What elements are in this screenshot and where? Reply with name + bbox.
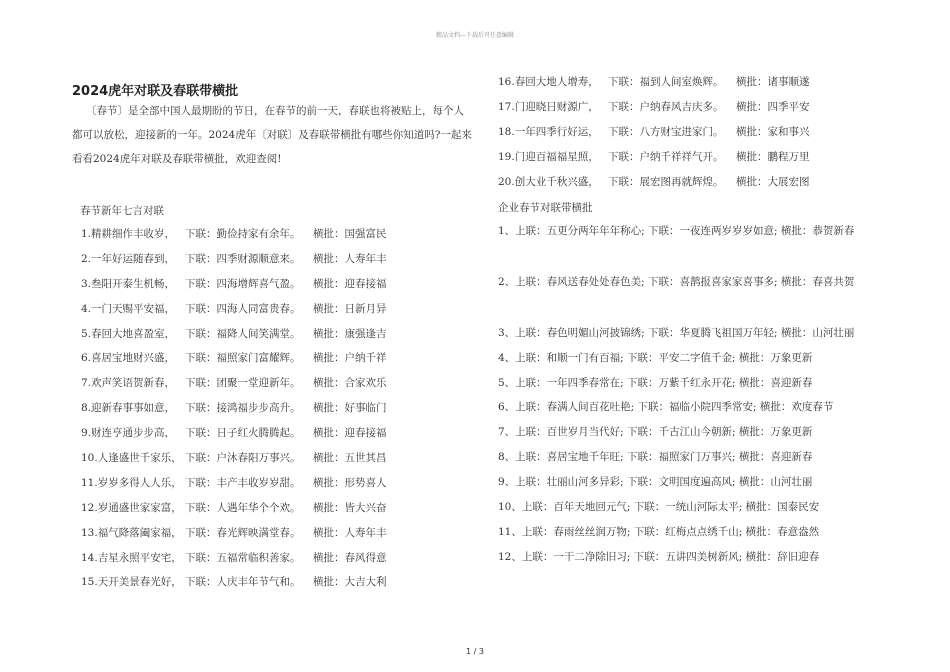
lower-line: 下联：人遇年华个个欢。	[185, 501, 301, 514]
couplet-line	[81, 222, 387, 247]
lower-line: 下联：展宏图再就辉煌。	[608, 175, 724, 188]
upper-line: 16.春回大地人增寿，	[498, 76, 599, 88]
corporate-couplet-item: 3、上联：春色明媚山河披锦绣; 下联：华夏腾飞祖国万年轻; 横批：山河壮丽	[498, 326, 855, 339]
lower-line: 下联：八方财宝进家门。	[608, 125, 724, 138]
couplet-line	[81, 396, 387, 421]
couplet-line	[81, 446, 387, 471]
document-title: 2024虎年对联及春联带横批	[72, 84, 239, 99]
couplet-line	[498, 145, 810, 170]
couplet-line	[498, 120, 810, 145]
upper-line: 9.财连亨通步步高，	[81, 427, 176, 440]
lower-line: 下联：团聚一堂迎新年。	[185, 377, 301, 390]
upper-line: 3.叁阳开泰生机畅，	[81, 277, 176, 290]
banner-text: 横批：家和事兴	[736, 125, 810, 138]
lower-line: 下联：四海人同富贵春。	[185, 302, 301, 315]
corporate-couplet-item: 1、上联：五更分两年年年称心; 下联：一夜连两岁岁岁如意; 横批：恭贺新春	[498, 225, 855, 237]
banner-text: 横批：形势喜人	[313, 476, 387, 489]
upper-line: 19.门迎百福福星照，	[498, 150, 599, 163]
lower-line: 下联：五福常临积善家。	[185, 551, 301, 564]
upper-line: 10.人逢盛世千家乐，	[81, 452, 182, 465]
lower-line: 下联：丰产丰收岁岁甜。	[185, 476, 301, 489]
banner-text: 横批：五世其昌	[313, 452, 387, 465]
banner-text: 横批：好事临门	[313, 402, 387, 415]
couplet-line	[81, 346, 387, 371]
banner-text: 横批：迎春接福	[313, 427, 387, 440]
left-verse-list	[81, 222, 387, 595]
banner-text: 横批：大吉大利	[313, 576, 387, 589]
upper-line: 12.岁通盛世家家富，	[81, 501, 182, 514]
upper-line: 6.喜居宝地财兴盛，	[81, 352, 176, 365]
lower-line: 下联：勤俭持家有余年。	[185, 228, 301, 240]
lower-line: 下联：人庆丰年节气和。	[185, 576, 301, 589]
banner-text: 横批：国强富民	[313, 228, 387, 240]
upper-line: 18.一年四季行好运，	[498, 125, 599, 138]
couplet-line	[81, 496, 387, 521]
banner-text: 横批：诸事顺遂	[736, 76, 810, 88]
upper-line: 4.一门天赐平安福，	[81, 302, 176, 315]
lower-line: 下联：户纳春风吉庆多。	[608, 100, 724, 113]
corporate-couplet-item: 5、上联：一年四季春常在; 下联：万紫千红永开花; 横批：喜迎新春	[498, 376, 813, 389]
couplet-line	[81, 546, 387, 571]
banner-text: 横批：合家欢乐	[313, 377, 387, 390]
upper-line: 13.福气降落阖家福，	[81, 526, 182, 539]
corporate-couplet-item: 11、上联：春雨丝丝润万物; 下联：红梅点点绣千山; 横批：春意盎然	[498, 525, 820, 538]
couplet-line	[81, 421, 387, 446]
lower-line: 下联：日子红火腾腾起。	[185, 427, 301, 440]
corporate-couplet-item: 6、上联：春满人间百花吐艳; 下联：福临小院四季常安; 横批：欢度春节	[498, 401, 834, 414]
couplet-line	[81, 322, 387, 347]
couplet-line	[498, 170, 810, 195]
section-heading-seven-character: 春节新年七言对联	[80, 205, 164, 217]
banner-text: 横批：大展宏图	[736, 175, 810, 188]
upper-line: 1.精耕细作丰收岁，	[81, 228, 176, 240]
right-verse-list	[498, 70, 810, 194]
couplet-line	[81, 297, 387, 322]
upper-line: 7.欢声笑语贺新春，	[81, 377, 176, 390]
banner-text: 横批：春风得意	[313, 551, 387, 564]
lower-line: 下联：福降人间笑满堂。	[185, 327, 301, 340]
banner-text: 横批：迎春接福	[313, 277, 387, 290]
banner-text: 横批：人寿年丰	[313, 526, 387, 539]
banner-text: 横批：户纳千祥	[313, 352, 387, 365]
couplet-line	[498, 95, 810, 120]
corporate-couplet-item: 9、上联：壮丽山河多异彩; 下联：文明国度遍高风; 横批：山河壮丽	[498, 476, 813, 489]
lower-line: 下联：四季财源顺意来。	[185, 252, 301, 265]
lower-line: 下联：户沐春阳万事兴。	[185, 452, 301, 465]
upper-line: 15.天开美景春光好，	[81, 576, 182, 589]
corporate-couplet-item: 4、上联：和顺一门有百福; 下联：平安二字值千金; 横批：万象更新	[498, 351, 813, 364]
lower-line: 下联：春光辉映满堂春。	[185, 526, 301, 539]
couplet-line	[498, 70, 810, 95]
page-number: 1 / 3	[466, 647, 484, 656]
corporate-couplet-item: 7、上联：百世岁月当代好; 下联：千古江山今朝新; 横批：万象更新	[498, 426, 813, 439]
couplet-line	[81, 272, 387, 297]
banner-text: 横批：四季平安	[736, 100, 810, 113]
corporate-couplet-item: 12、上联：一干二净除旧习; 下联：五讲四美树新风; 横批：辞旧迎春	[498, 550, 820, 563]
banner-text: 横批：日新月异	[313, 302, 387, 315]
banner-text: 横批：鹏程万里	[736, 150, 810, 163]
lower-line: 下联：福照家门富耀辉。	[185, 352, 301, 365]
upper-line: 2.一年好运随春到，	[81, 252, 176, 265]
banner-text: 横批：皆大兴奋	[313, 501, 387, 514]
banner-text: 横批：人寿年丰	[313, 252, 387, 265]
couplet-line	[81, 247, 387, 272]
intro-paragraph: 〔春节〕是全部中国人最期盼的节日，在春节的前一天，春联也将被贴上，每个人都可以放松，迎接新的一年。2024虎年〔对联〕及春联带横批有哪些你知道吗?一起来看看2024虎年对联及春联带横批，欢迎查阅!	[72, 105, 472, 165]
lower-line: 下联：四海增辉喜气盈。	[185, 277, 301, 290]
upper-line: 14.吉星永照平安宅，	[81, 551, 182, 564]
page-header-note: 精品文档---下载后可任意编辑	[435, 32, 515, 39]
upper-line: 17.门迎晓日财源广，	[498, 100, 599, 113]
couplet-line	[81, 371, 387, 396]
corporate-couplet-item: 10、上联：百年天地回元气; 下联：一统山河际太平; 横批：国泰民安	[498, 501, 820, 514]
lower-line: 下联：接鸿福步步高升。	[185, 402, 301, 415]
upper-line: 11.岁岁多得人人乐，	[81, 476, 182, 489]
corporate-couplet-list	[498, 219, 854, 570]
upper-line: 5.春回大地喜盈室，	[81, 327, 176, 340]
couplet-line	[81, 570, 387, 595]
corporate-couplet-item: 8、上联：喜居宝地千年旺; 下联：福照家门万事兴; 横批：喜迎新春	[498, 451, 813, 464]
upper-line: 20.创大业千秋兴盛，	[498, 175, 599, 188]
banner-text: 横批：康强逢吉	[313, 327, 387, 340]
section-heading-corporate: 企业春节对联带横批	[498, 202, 593, 214]
couplet-line	[81, 521, 387, 546]
couplet-line	[81, 471, 387, 496]
lower-line: 下联：户纳千祥祥气开。	[608, 150, 724, 163]
upper-line: 8.迎新春事事如意，	[81, 402, 176, 415]
lower-line: 下联：福到人间室焕辉。	[608, 76, 724, 88]
corporate-couplet-item: 2、上联：春风送春处处春色美; 下联：喜鹊报喜家家喜事多; 横批：春喜共贺	[498, 275, 855, 288]
